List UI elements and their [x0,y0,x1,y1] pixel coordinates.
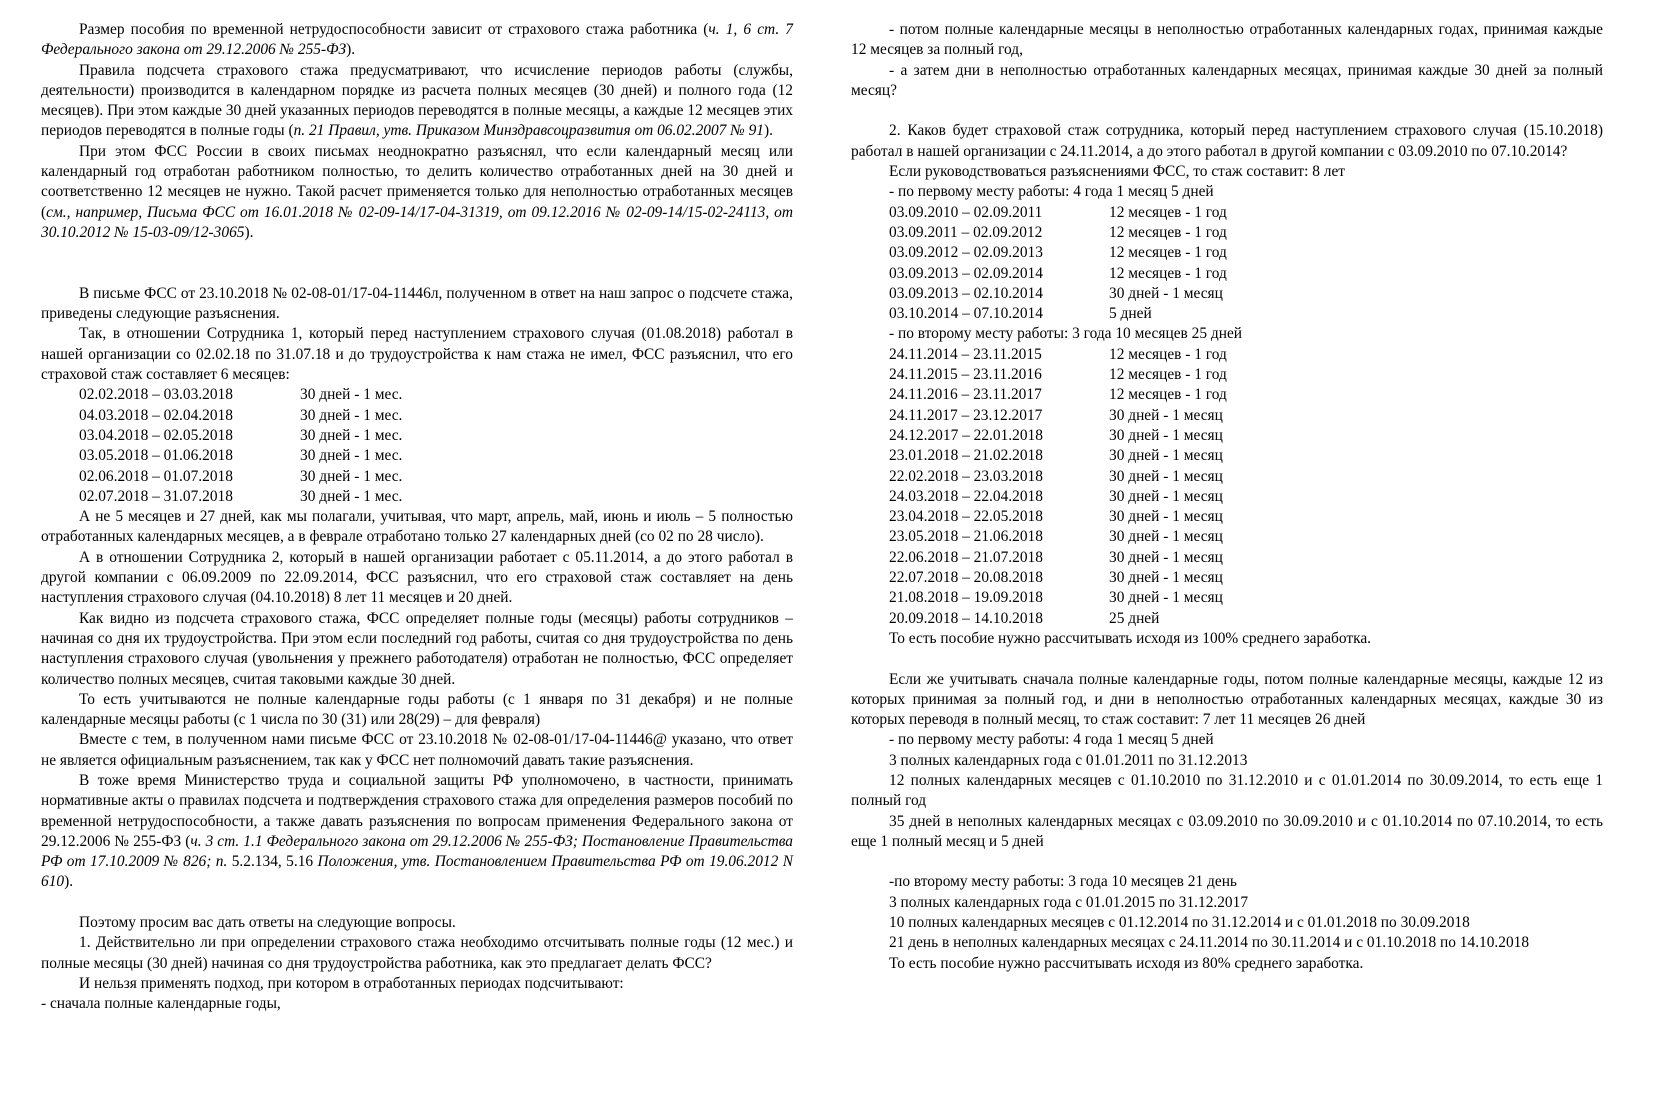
period-row [41,446,793,466]
paragraph [41,771,793,893]
paragraph: То есть пособие нужно рассчитывать исходя из 80% среднего заработка. [889,954,1364,972]
paragraph: 2. Каков будет страховой стаж сотрудника, который перед наступлением страхового случая (15.10.2018) работал в нашей организации с 24.11.2014, а до этого работал в другой компании с 03.09.2010 по 07.10.2014? [851,122,1603,160]
period-dates: 03.10.2014 – 07.10.2014 [889,305,1043,323]
period-dates: 24.11.2017 – 23.12.2017 [889,406,1043,424]
period-row [851,243,1603,263]
period-row [851,264,1603,284]
period-value: 30 дней - 1 месяц [1109,406,1223,424]
period-value: 30 дней - 1 мес. [300,467,403,485]
spacer [41,243,793,263]
paragraph: А не 5 месяцев и 27 дней, как мы полагали, учитывая, что март, апрель, май, июнь и июль – 5 полностью отработанных календарных месяцев, а в феврале отработано только 27 календарных дней (со 02 по 28 число). [41,508,793,546]
period-row [851,446,1603,466]
right-column [851,20,1603,974]
period-value: 30 дней - 1 месяц [1109,426,1223,444]
paragraph: 10 полных календарных месяцев с 01.12.2014 по 31.12.2014 и с 01.01.2018 по 30.09.2018 [889,914,1470,932]
paragraph-text: ). [763,122,773,140]
paragraph: Как видно из подсчета страхового стажа, ФСС определяет полные годы (месяцы) работы сотрудников – начиная со дня их трудоустройства. При этом если последний год работы, считая со дня трудоустройства по день наступления страхового случая (увольнения у прежнего работодателя) отработан не полностью, ФСС определяет количество полных месяцев, считая таковыми каждые 30 дней. [41,609,793,688]
period-dates: 03.09.2013 – 02.09.2014 [889,264,1043,282]
period-row [851,609,1603,629]
spacer [851,649,1603,669]
period-value: 12 месяцев - 1 год [1109,203,1227,221]
left-column [41,20,793,1015]
period-row [851,345,1603,365]
period-dates: 02.06.2018 – 01.07.2018 [79,467,233,485]
paragraph: 35 дней в неполных календарных месяцах с 03.09.2010 по 30.09.2010 и с 01.10.2014 по 07.10.2014, то есть еще 1 полный месяц и 5 дней [851,812,1603,850]
paragraph: То есть учитываются не полные календарные годы работы (с 1 января по 31 декабря) и не полные календарные месяцы работы (с 1 числа по 30 (31) или 28(29) – для февраля) [41,690,793,729]
period-dates: 23.04.2018 – 22.05.2018 [889,508,1043,526]
paragraph: 3 полных календарных года с 01.01.2015 по 31.12.2017 [889,893,1249,911]
legal-reference: Положения, утв. Постановлением Правительства РФ от 19.06.2012 N 610 [41,853,794,891]
period-value: 30 дней - 1 месяц [1109,508,1223,526]
period-dates: 03.04.2018 – 02.05.2018 [79,426,233,444]
period-row [41,467,793,487]
paragraph [41,61,793,142]
paragraph: - а затем дни в неполностью отработанных календарных месяцах, принимая каждые 30 дней за полный месяц? [851,61,1603,99]
paragraph-text: Размер пособия по временной нетрудоспособности зависит от страхового стажа работника ( [79,21,709,38]
paragraph: То есть пособие нужно рассчитывать исходя из 100% среднего заработка. [889,629,1371,647]
period-row [851,527,1603,547]
period-dates: 24.11.2016 – 23.11.2017 [889,386,1042,404]
paragraph: 3 полных календарных года с 01.01.2011 по 31.12.2013 [889,751,1248,769]
period-dates: 22.02.2018 – 23.03.2018 [889,467,1043,485]
paragraph-text: ). [346,41,356,59]
period-row [851,507,1603,527]
period-row [851,365,1603,385]
paragraph-text: ). [64,873,74,891]
period-value: 30 дней - 1 месяц [1109,589,1223,607]
period-value: 30 дней - 1 мес. [300,386,403,404]
period-dates: 24.11.2014 – 23.11.2015 [889,345,1042,363]
paragraph: Поэтому просим вас дать ответы на следующие вопросы. [79,914,456,932]
period-row [851,223,1603,243]
period-value: 30 дней - 1 мес. [300,487,403,505]
period-row [851,426,1603,446]
spacer [41,264,793,284]
spacer [851,101,1603,121]
paragraph: - потом полные календарные месяцы в неполностью отработанных календарных годах, принимая каждые 12 месяцев за полный год, [851,21,1603,59]
period-dates: 21.08.2018 – 19.09.2018 [889,589,1043,607]
period-value: 12 месяцев - 1 год [1109,244,1227,262]
period-row [851,304,1603,324]
period-value: 12 месяцев - 1 год [1109,366,1227,384]
period-dates: 02.07.2018 – 31.07.2018 [79,487,233,505]
period-value: 30 дней - 1 месяц [1109,487,1223,505]
period-dates: 24.12.2017 – 22.01.2018 [889,426,1043,444]
period-row [851,406,1603,426]
legal-reference: ч. 1, 6 ст. 7 Федерального закона от 29.12.2006 № 255-ФЗ [41,21,793,59]
paragraph-text: 5.2.134, 5.16 [227,853,318,871]
paragraph [41,142,793,243]
period-dates: 03.09.2011 – 02.09.2012 [889,223,1043,241]
period-row [851,284,1603,304]
paragraph: Если руководствоваться разъяснениями ФСС, то стаж составит: 8 лет [889,163,1346,181]
period-list-first-job [851,203,1603,325]
period-dates: 03.09.2013 – 02.10.2014 [889,284,1043,302]
paragraph: 1. Действительно ли при определении страхового стажа необходимо отсчитывать полные годы (12 мес.) и полные месяцы (30 дней) начиная со дня трудоустройства работника, как это предлагает делать ФСС? [41,934,793,972]
period-row [851,203,1603,223]
period-dates: 03.09.2010 – 02.09.2011 [889,203,1043,221]
legal-reference: п. 21 Правил, утв. Приказом Минздравсоцразвития от 06.02.2007 № 91 [293,122,764,140]
period-value: 30 дней - 1 месяц [1109,467,1223,485]
paragraph: - по первому месту работы: 4 года 1 месяц 5 дней [889,183,1214,201]
period-row [41,385,793,405]
paragraph: А в отношении Сотрудника 2, который в нашей организации работает с 05.11.2014, а до этого работал в другой компании с 06.09.2009 по 22.09.2014, ФСС разъяснил, что его страховой стаж составляет на день наступления страхового случая (04.10.2018) 8 лет 11 месяцев и 20 дней. [41,548,793,607]
period-dates: 02.02.2018 – 03.03.2018 [79,386,233,404]
period-dates: 03.05.2018 – 01.06.2018 [79,447,233,465]
paragraph: И нельзя применять подход, при котором в отработанных периодах подсчитывают: [79,974,624,992]
paragraph-text: В тоже время Министерство труда и социальной защиты РФ уполномочено, в частности, принимать нормативные акты о правилах подсчета и подтверждения страхового стажа для определения размеров пособий по временной нетрудоспособности, а также давать разъяснения по вопросам применения Федерального закона от 29.12.2006 № 255-ФЗ ( [41,771,793,850]
paragraph-text: Правила подсчета страхового стажа предусматривают, что исчисление периодов работы (службы, деятельности) производится в календарном порядке из расчета полных месяцев (30 дней) и полного года (12 месяцев). При этом каждые 30 дней указанных периодов переводятся в полные месяцы, а каждые 12 месяцев этих периодов переводятся в полные годы ( [41,61,793,140]
paragraph [41,20,793,61]
paragraph: -по второму месту работы: 3 года 10 месяцев 21 день [889,873,1237,891]
paragraph: - по второму месту работы: 3 года 10 месяцев 25 дней [889,325,1243,343]
period-row [851,467,1603,487]
period-list-employee-1 [41,385,793,507]
period-row [851,385,1603,405]
period-row [851,588,1603,608]
period-dates: 04.03.2018 – 02.04.2018 [79,406,233,424]
paragraph: Если же учитывать сначала полные календарные годы, потом полные календарные месяцы, каждые 12 из которых принимая за полный год, и дни в неполностью отработанных календарных месяцах, каждые 30 из которых переводя в полный месяц, то стаж составит: 7 лет 11 месяцев 26 дней [851,670,1603,729]
period-dates: 24.03.2018 – 22.04.2018 [889,487,1043,505]
period-dates: 20.09.2018 – 14.10.2018 [889,609,1043,627]
paragraph-text: ). [244,223,254,241]
period-row [41,487,793,507]
paragraph: Вместе с тем, в полученном нами письме ФСС от 23.10.2018 № 02-08-01/17-04-11446@ указано, что ответ не является официальным разъяснением, так как у ФСС нет полномочий давать такие разъяснения. [41,731,793,769]
spacer [41,893,793,913]
period-value: 5 дней [1109,305,1152,323]
paragraph: 12 полных календарных месяцев с 01.10.2010 по 31.12.2010 и с 01.01.2014 по 30.09.2014, то есть еще 1 полный год [851,771,1603,810]
paragraph: - сначала полные календарные годы, [41,995,281,1013]
period-row [41,406,793,426]
legal-reference: ч. 3 ст. 1.1 Федерального закона от 29.12.2006 № 255-ФЗ; Постановление Правительства РФ от 17.10.2009 № 826; п. [41,832,793,871]
period-value: 30 дней - 1 мес. [300,426,403,444]
period-row [851,568,1603,588]
period-list-second-job [851,345,1603,629]
period-value: 12 месяцев - 1 год [1109,264,1227,282]
period-value: 25 дней [1109,609,1160,627]
paragraph: 21 день в неполных календарных месяцах с 24.11.2014 по 30.11.2014 и с 01.10.2018 по 14.10.2018 [889,934,1530,952]
period-value: 12 месяцев - 1 год [1109,223,1227,241]
paragraph: В письме ФСС от 23.10.2018 № 02-08-01/17-04-11446л, полученном в ответ на наш запрос о подсчете стажа, приведены следующие разъяснения. [41,284,793,323]
period-dates: 03.09.2012 – 02.09.2013 [889,244,1043,262]
period-value: 30 дней - 1 месяц [1109,284,1223,302]
period-dates: 24.11.2015 – 23.11.2016 [889,366,1042,384]
paragraph-text: При этом ФСС России в своих письмах неоднократно разъяснял, что если календарный месяц или календарный год отработан работником полностью, то делить количество отработанных дней на 30 дней и соответственно 12 месяцев не нужно. Такой расчет применяется только для неполностью отработанных месяцев ( [41,142,793,221]
period-value: 12 месяцев - 1 год [1109,345,1227,363]
spacer [851,852,1603,872]
period-value: 30 дней - 1 месяц [1109,569,1223,587]
period-value: 30 дней - 1 месяц [1109,548,1223,566]
paragraph: Так, в отношении Сотрудника 1, который перед наступлением страхового случая (01.08.2018) работал в нашей организации со 02.02.18 по 31.07.18 и до трудоустройства к нам стажа не имел, ФСС разъяснил, что его страховой стаж составляет 6 месяцев: [41,325,793,384]
period-dates: 23.01.2018 – 21.02.2018 [889,447,1043,465]
period-dates: 22.06.2018 – 21.07.2018 [889,548,1043,566]
period-row [851,487,1603,507]
period-value: 30 дней - 1 месяц [1109,528,1223,546]
period-value: 30 дней - 1 мес. [300,406,403,424]
period-row [851,548,1603,568]
period-dates: 22.07.2018 – 20.08.2018 [889,569,1043,587]
period-value: 30 дней - 1 мес. [300,447,403,465]
period-value: 12 месяцев - 1 год [1109,386,1227,404]
legal-reference: см., например, Письма ФСС от 16.01.2018 № 02-09-14/17-04-31319, от 09.12.2016 № 02-09-14/15-02-24113, от 30.10.2012 № 15-03-09/12-3065 [41,203,793,241]
period-value: 30 дней - 1 месяц [1109,447,1223,465]
period-dates: 23.05.2018 – 21.06.2018 [889,528,1043,546]
period-row [41,426,793,446]
paragraph: - по первому месту работы: 4 года 1 месяц 5 дней [889,731,1214,749]
